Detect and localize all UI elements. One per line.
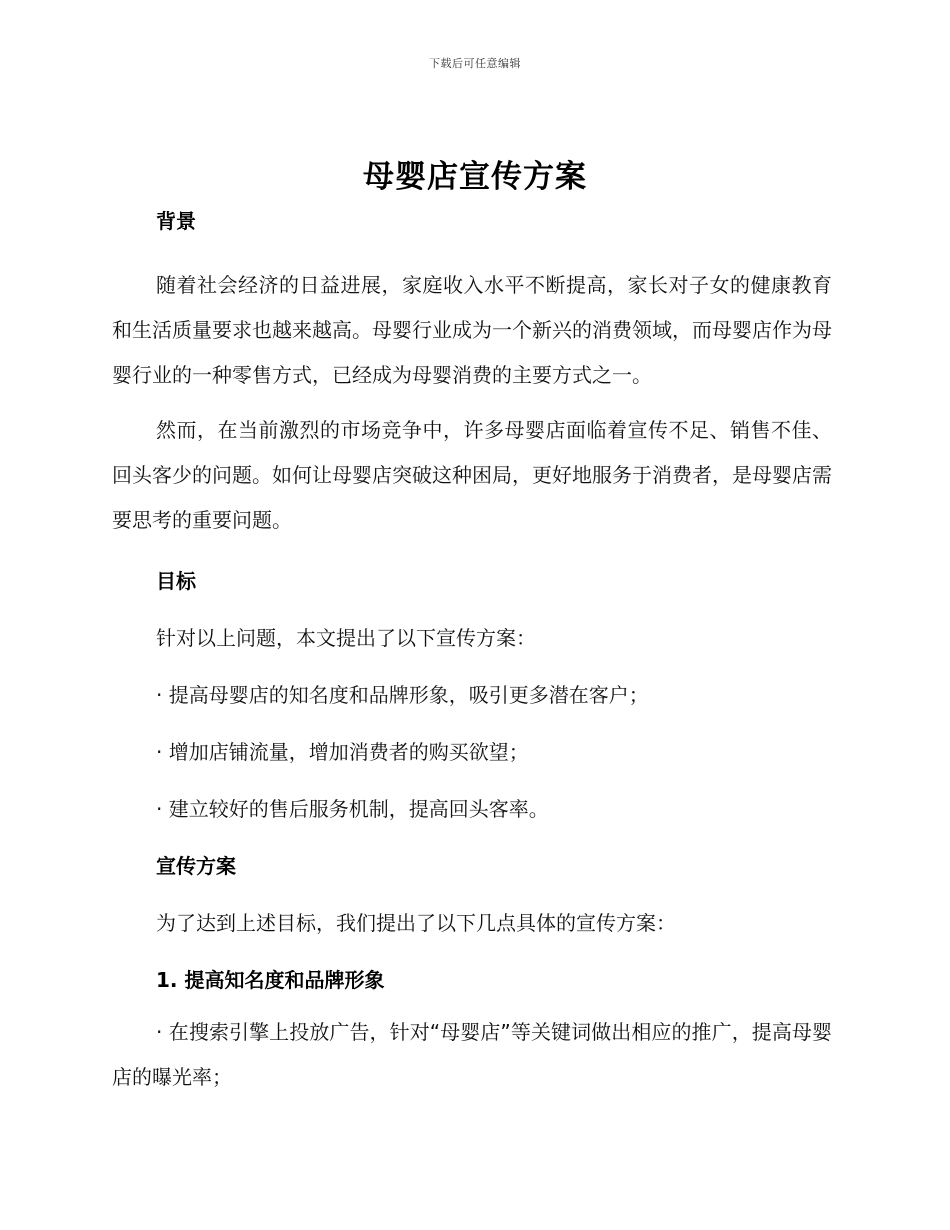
goals-list-item: · 提高母婴店的知名度和品牌形象，吸引更多潜在客户； <box>156 683 649 707</box>
section-heading-plan: 宣传方案 <box>156 854 236 878</box>
plan-list-item: · 在搜索引擎上投放广告，针对“母婴店”等关键词做出相应的推广，提高母婴店的曝光率； <box>112 1020 832 1089</box>
background-paragraph-1: 随着社会经济的日益进展，家庭收入水平不断提高，家长对子女的健康教育和生活质量要求也越来越高。母婴行业成为一个新兴的消费领域，而母婴店作为母婴行业的一种零售方式，已经成为母婴消费的主要方式之一。 <box>112 273 832 387</box>
goals-intro: 针对以上问题，本文提出了以下宣传方案： <box>156 626 536 650</box>
header-note: 下载后可任意编辑 <box>429 57 521 70</box>
plan-intro: 为了达到上述目标，我们提出了以下几点具体的宣传方案： <box>156 911 676 935</box>
section-heading-goals: 目标 <box>156 569 196 593</box>
subsection-heading-awareness: 1. 提高知名度和品牌形象 <box>156 968 385 992</box>
document-body <box>112 203 832 1100</box>
section-heading-background: 背景 <box>156 209 196 233</box>
goals-list-item: · 增加店铺流量，增加消费者的购买欲望； <box>156 740 529 764</box>
background-paragraph-2: 然而，在当前激烈的市场竞争中，许多母婴店面临着宣传不足、销售不佳、回头客少的问题。如何让母婴店突破这种困局，更好地服务于消费者，是母婴店需要思考的重要问题。 <box>112 418 832 532</box>
page-title: 母婴店宣传方案 <box>363 159 587 195</box>
goals-list-item: · 建立较好的售后服务机制，提高回头客率。 <box>156 797 549 821</box>
